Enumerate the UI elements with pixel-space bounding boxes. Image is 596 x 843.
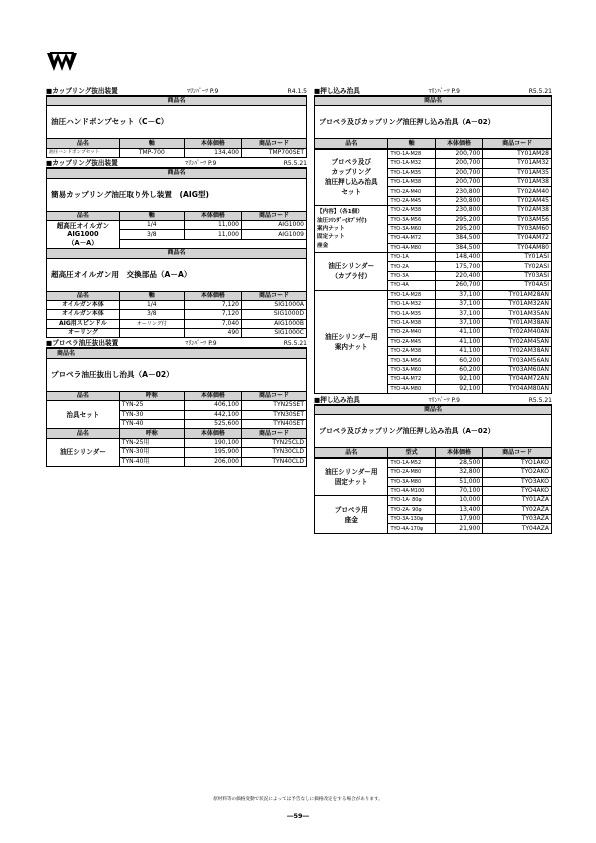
cell-code: SIG1000C <box>241 329 306 338</box>
cell-model: TYO-1A-M35 <box>388 168 435 177</box>
col-header: 本体価格 <box>184 391 241 400</box>
cell-code: TYN30SET <box>241 410 306 419</box>
section-title: ■カップリング抜出装置 <box>46 87 118 95</box>
product-name-header: 商品名 <box>315 405 552 414</box>
cell-spec: TMP-700 <box>119 148 184 157</box>
cell-code: TY01AM38AN <box>483 318 552 327</box>
cell-code: TY03AM56AN <box>483 356 552 365</box>
cell-code: TY01AM28AN <box>483 290 552 299</box>
cell-price: 37,100 <box>435 318 482 327</box>
cell-model: TYO-2A-M80 <box>388 468 435 477</box>
section-title: ■カップリング抜出装置 <box>46 159 118 168</box>
cell-price: 148,400 <box>435 253 482 262</box>
cell-code: TY02AM40AN <box>483 328 552 337</box>
cell-model: TYO-4A-M100 <box>388 486 435 495</box>
cell-code: TYO4AKO <box>483 486 552 495</box>
col-header: 商品コード <box>241 391 306 400</box>
cell-price: 200,700 <box>435 149 482 158</box>
cell-code: TMP700SET <box>241 148 306 157</box>
cell-price: 206,000 <box>184 457 241 466</box>
cell-price: 37,100 <box>435 309 482 318</box>
product-table <box>314 96 552 149</box>
section-page-ref: ﾏﾘﾝﾊﾟｰﾂ P.9 <box>185 160 217 168</box>
section-header <box>46 338 307 348</box>
cell-spec: TYN-30用 <box>119 448 184 457</box>
col-header: 本体価格 <box>184 291 241 300</box>
cell-code: TY02ASI <box>483 262 552 271</box>
cell-price: 41,100 <box>435 337 482 346</box>
product-table <box>46 348 307 467</box>
group-name: 油圧シリンダー （カプラ付） <box>315 253 388 291</box>
group-name: 【内容】（各1個） 油圧ｼﾘﾝﾀﾞｰ(ｶﾌﾟﾗ付) 案内ナット 固定ナット 座金 <box>315 206 388 253</box>
cell-code: AIG1000B <box>241 319 306 328</box>
cell-code: TYO3AKO <box>483 477 552 486</box>
cell-model: TYO-3A-M80 <box>388 477 435 486</box>
cell-model: TYO-1A-M28 <box>388 290 435 299</box>
section-title: ■押し込み治具 <box>314 87 360 95</box>
product-name-header: 商品名 <box>47 349 307 358</box>
col-header: 本体価格 <box>435 448 482 457</box>
cell-price: 200,700 <box>435 168 482 177</box>
right-column <box>314 86 552 534</box>
cell-model: TYO-4A-M80 <box>388 384 435 393</box>
cell-price: 200,700 <box>435 177 482 186</box>
product-name: 油圧ハンドポンプセット（C－C） <box>47 106 307 139</box>
cell-code: TY02AZA <box>483 505 552 514</box>
cell-spec: TYN-30 <box>119 410 184 419</box>
footer-note: 原材料等の価格変動で状況によっては予告なしに価格改定をする場合があります。 <box>213 797 383 802</box>
cell-code: TY01AZA <box>483 496 552 505</box>
cell-price: 175,700 <box>435 262 482 271</box>
section-date: R5.5.21 <box>528 88 552 95</box>
cell-code: TY01AM35AN <box>483 309 552 318</box>
cell-model: TYO-1A-M35 <box>388 309 435 318</box>
group-name: プロペラ用 座金 <box>315 496 388 534</box>
cell-code: TY03AZA <box>483 515 552 524</box>
cell-price: 7,040 <box>184 319 241 328</box>
cell-code: TY02AM40 <box>483 187 552 196</box>
section-page-ref: ﾏﾘﾝﾊﾟｰﾂ P.9 <box>428 88 460 95</box>
table-row <box>315 206 552 215</box>
product-table <box>314 405 552 458</box>
cell-code: TYO1AKO <box>483 458 552 467</box>
cell-price: 134,400 <box>184 148 241 157</box>
col-header: 軸 <box>119 291 184 300</box>
group-name: 超高圧オイルガン AIG1000 （A－A） <box>47 220 120 248</box>
left-column <box>46 86 307 467</box>
cell-price: 442,100 <box>184 410 241 419</box>
product-name-header: 商品名 <box>47 169 307 178</box>
cell-code: TY03ASI <box>483 271 552 280</box>
cell-price: 11,000 <box>184 230 241 239</box>
cell-price: 490 <box>184 329 241 338</box>
cell-code: TYN40CLD <box>241 457 306 466</box>
cell-model: TYO-1A <box>388 253 435 262</box>
section-page-ref: ﾏﾘﾝﾊﾟｰﾂ P.9 <box>185 340 217 348</box>
cell-model: TYO-3A-M60 <box>388 224 435 233</box>
cell-model: TYO-1A-M38 <box>388 318 435 327</box>
cell-model: TYO-3A-M56 <box>388 215 435 224</box>
cell-code: TY04AM80AN <box>483 384 552 393</box>
cell-spec: 3/8 <box>119 310 184 319</box>
cell-spec: TYN-40用 <box>119 457 184 466</box>
cell-code: TY02AM38 <box>483 206 552 215</box>
product-name-header: 商品名 <box>47 249 307 258</box>
cell-name: オーリング <box>47 329 120 338</box>
cell-price: 195,900 <box>184 448 241 457</box>
cell-code: TYN25CLD <box>241 438 306 447</box>
cell-model: TYO-1A-M32 <box>388 300 435 309</box>
col-header: 軸 <box>119 139 184 148</box>
cell-model: TYO-2A-M45 <box>388 337 435 346</box>
cell-code: AIG1000 <box>241 220 306 229</box>
product-name: プロペラ油圧抜出し治具（A－02） <box>47 358 307 391</box>
cell-model: TYO-4A <box>388 281 435 290</box>
cell-model: TYO-1A-M28 <box>388 149 435 158</box>
col-header: 品名 <box>315 448 388 457</box>
cell-price: 384,500 <box>435 243 482 252</box>
col-header: 軸 <box>119 211 184 220</box>
cell-code: TY01ASI <box>483 253 552 262</box>
cell-price: 41,100 <box>435 346 482 355</box>
cell-code: TY01AM38 <box>483 177 552 186</box>
cell-code: AIG1009 <box>241 230 306 239</box>
cell-code: TY03AM56 <box>483 215 552 224</box>
cell-price: 10,000 <box>435 496 482 505</box>
table-row <box>315 458 552 467</box>
col-header: 商品コード <box>241 291 306 300</box>
table-row <box>47 220 307 229</box>
table-row <box>47 300 307 309</box>
cell-spec: 1/4 <box>119 300 184 309</box>
cell-price: 230,800 <box>435 187 482 196</box>
cell-name: AIG用スピンドル <box>47 319 120 328</box>
cell-price: 260,700 <box>435 281 482 290</box>
section-header <box>46 86 307 96</box>
cell-price: 406,100 <box>184 401 241 410</box>
col-header: 商品コード <box>483 448 552 457</box>
cell-model: TYO-3A-M56 <box>388 356 435 365</box>
col-header: 型式 <box>388 448 435 457</box>
cell-price: 51,000 <box>435 477 482 486</box>
table-row <box>315 290 552 299</box>
logo-mark <box>46 51 78 73</box>
section-page-ref: ﾏﾘﾝﾊﾟｰﾂ P.9 <box>186 88 219 95</box>
section-header <box>314 395 552 405</box>
cell-code: TY04AM80 <box>483 243 552 252</box>
cell-code: TY04AM72 <box>483 234 552 243</box>
cell-model: TYO-2A-M38 <box>388 206 435 215</box>
spacer-cell <box>119 239 306 248</box>
cell-code: TYN40SET <box>241 420 306 429</box>
cell-spec: TYN-40 <box>119 420 184 429</box>
section-title: ■プロペラ油圧抜出装置 <box>46 339 119 348</box>
cell-code: TY03AM60AN <box>483 365 552 374</box>
product-name-header: 商品名 <box>315 97 552 106</box>
cell-spec: 3/8 <box>119 230 184 239</box>
page-number: ―59― <box>286 812 310 820</box>
cell-code: SIG1000D <box>241 310 306 319</box>
section-date: R4.1.5 <box>287 88 307 95</box>
cell-spec: 1/4 <box>119 220 184 229</box>
cell-model: TYO-1A-M38 <box>388 177 435 186</box>
cell-code: TY02AM38AN <box>483 346 552 355</box>
col-header: 呼称 <box>119 391 184 400</box>
col-header: 商品コード <box>241 211 306 220</box>
product-name: 超高圧オイルガン用 交換部品（A－A） <box>47 258 307 291</box>
cell-model: TYO-2A-M40 <box>388 187 435 196</box>
cell-price: 230,800 <box>435 196 482 205</box>
group-name: 油圧シリンダー <box>47 438 120 466</box>
cell-model: TYO-2A- 90φ <box>388 505 435 514</box>
cell-code: TYO2AKO <box>483 468 552 477</box>
product-name: プロペラ及びカップリング油圧押し込み治具（A－02） <box>315 415 552 448</box>
cell-code: TY04AM72AN <box>483 375 552 384</box>
col-header: 商品コード <box>241 429 306 438</box>
cell-code: TY01AM28 <box>483 149 552 158</box>
section-date: R5.5.21 <box>283 340 307 348</box>
col-header: 品名 <box>47 391 120 400</box>
table-row <box>47 438 307 447</box>
cell-code: TY02AM45AN <box>483 337 552 346</box>
cell-price: 60,200 <box>435 365 482 374</box>
cell-price: 41,100 <box>435 328 482 337</box>
cell-model: TYO-2A <box>388 262 435 271</box>
cell-name: オイルガン本体 <box>47 300 120 309</box>
product-name: 簡易カップリング油圧取り外し装置 (AIG型) <box>47 178 307 211</box>
table-row <box>315 253 552 262</box>
cell-code: TY04ASI <box>483 281 552 290</box>
cell-spec: オーリング付 <box>119 319 184 328</box>
cell-model: TYO-1A-M52 <box>388 458 435 467</box>
group-name: プロペラ及び カップリング 油圧押し込み治具 セット <box>315 149 388 205</box>
product-name: プロペラ及びカップリング油圧押し込み治具（A－02） <box>315 106 552 139</box>
cell-name: 油圧ハンドポンプセット <box>47 148 120 157</box>
cell-model: TYO-1A- 80φ <box>388 496 435 505</box>
cell-price: 28,500 <box>435 458 482 467</box>
table-row <box>315 149 552 158</box>
cell-price: 230,800 <box>435 206 482 215</box>
col-header: 軸 <box>388 139 435 148</box>
col-header: 商品コード <box>241 139 306 148</box>
group-name: 油圧シリンダー用 案内ナット <box>315 290 388 393</box>
section-header <box>314 86 552 96</box>
group-name: 油圧シリンダー用 固定ナット <box>315 458 388 496</box>
cell-name: オイルガン本体 <box>47 310 120 319</box>
cell-price: 11,000 <box>184 220 241 229</box>
cell-code: TY01AM32AN <box>483 300 552 309</box>
col-header: 品名 <box>47 291 120 300</box>
section-date: R5.5.21 <box>528 396 552 404</box>
col-header: 本体価格 <box>184 139 241 148</box>
col-header: 品名 <box>47 429 120 438</box>
section-page-ref: ﾏﾘﾝﾊﾟｰﾂ P.9 <box>428 396 460 404</box>
cell-price: 13,400 <box>435 505 482 514</box>
cell-price: 37,100 <box>435 300 482 309</box>
cell-price: 525,600 <box>184 420 241 429</box>
table-row <box>315 496 552 505</box>
product-table-body <box>314 149 552 394</box>
product-table <box>46 168 307 338</box>
section-header <box>46 158 307 168</box>
cell-model: TYO-4A-170φ <box>388 524 435 533</box>
cell-price: 60,200 <box>435 356 482 365</box>
cell-price: 32,800 <box>435 468 482 477</box>
cell-price: 17,900 <box>435 515 482 524</box>
cell-model: TYO-1A-M32 <box>388 159 435 168</box>
cell-model: TYO-4A-M72 <box>388 234 435 243</box>
table-row <box>47 401 307 410</box>
cell-spec: TYN-25用 <box>119 438 184 447</box>
cell-price: 295,200 <box>435 224 482 233</box>
cell-code: TY03AM60 <box>483 224 552 233</box>
cell-price: 220,400 <box>435 271 482 280</box>
cell-model: TYO-4A-M72 <box>388 375 435 384</box>
product-name-header: 商品名 <box>47 97 307 106</box>
cell-price: 190,100 <box>184 438 241 447</box>
cell-price: 21,900 <box>435 524 482 533</box>
table-row <box>47 319 307 328</box>
section-title: ■押し込み治具 <box>314 395 360 404</box>
product-table <box>46 96 307 158</box>
cell-model: TYO-2A-M45 <box>388 196 435 205</box>
col-header: 品名 <box>315 139 388 148</box>
cell-model: TYO-3A-M60 <box>388 365 435 374</box>
cell-spec <box>119 329 184 338</box>
section-date: R5.5.21 <box>283 160 307 168</box>
cell-code: TY04AZA <box>483 524 552 533</box>
cell-price: 37,100 <box>435 290 482 299</box>
cell-price: 7,120 <box>184 310 241 319</box>
cell-price: 384,500 <box>435 234 482 243</box>
cell-model: TYO-2A-M38 <box>388 346 435 355</box>
cell-code: TYN25SET <box>241 401 306 410</box>
cell-code: SIG1000A <box>241 300 306 309</box>
table-row <box>47 310 307 319</box>
cell-price: 70,100 <box>435 486 482 495</box>
cell-spec: TYN-25 <box>119 401 184 410</box>
cell-price: 200,700 <box>435 159 482 168</box>
cell-code: TYN30CLD <box>241 448 306 457</box>
cell-model: TYO-3A <box>388 271 435 280</box>
cell-price: 92,100 <box>435 375 482 384</box>
product-table-body <box>314 458 552 534</box>
cell-model: TYO-3A-130φ <box>388 515 435 524</box>
col-header: 品名 <box>47 211 120 220</box>
group-name: 治具セット <box>47 401 120 429</box>
col-header: 本体価格 <box>184 429 241 438</box>
cell-price: 7,120 <box>184 300 241 309</box>
cell-code: TY02AM45 <box>483 196 552 205</box>
cell-price: 295,200 <box>435 215 482 224</box>
col-header: 本体価格 <box>435 139 482 148</box>
cell-model: TYO-2A-M40 <box>388 328 435 337</box>
col-header: 呼称 <box>119 429 184 438</box>
cell-code: TY01AM32 <box>483 159 552 168</box>
col-header: 本体価格 <box>184 211 241 220</box>
col-header: 商品コード <box>483 139 552 148</box>
col-header: 品名 <box>47 139 120 148</box>
cell-price: 92,100 <box>435 384 482 393</box>
cell-model: TYO-4A-M80 <box>388 243 435 252</box>
cell-code: TY01AM35 <box>483 168 552 177</box>
